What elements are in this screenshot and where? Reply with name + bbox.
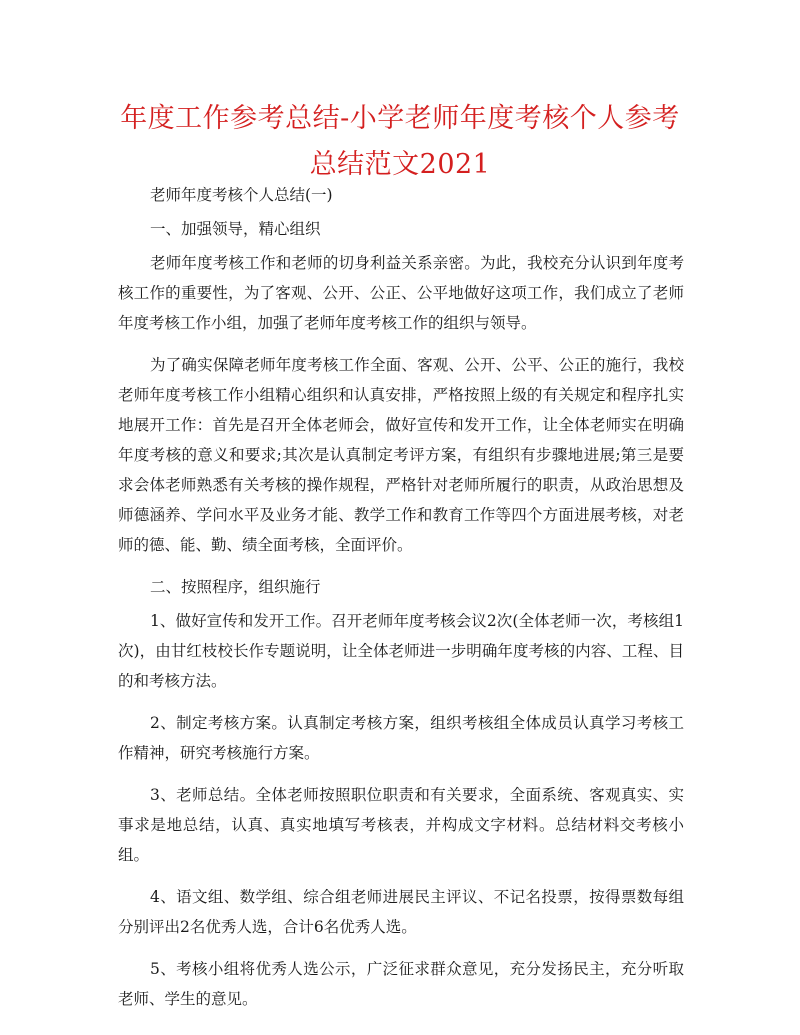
list-item: 1、做好宣传和发开工作。召开老师年度考核会议2次(全体老师一次，考核组1次)，由甘红枝校长作专题说明，让全体老师进一步明确年度考核的内容、工程、目的和考核方法。	[118, 612, 684, 690]
list-item: 2、制定考核方案。认真制定考核方案，组织考核组全体成员认真学习考核工作精神，研究考核施行方案。	[118, 714, 684, 762]
list-item: 3、老师总结。全体老师按照职位职责和有关要求，全面系统、客观真实、实事求是地总结，认真、真实地填写考核表，并构成文字材料。总结材料交考核小组。	[118, 786, 684, 864]
section-subtitle: 老师年度考核个人总结(一)	[150, 186, 333, 204]
document-body	[118, 180, 684, 1026]
paragraph: 老师年度考核工作和老师的切身利益关系亲密。为此，我校充分认识到年度考核工作的重要性，为了客观、公开、公正、公平地做好这项工作，我们成立了老师年度考核工作小组，加强了老师年度考核工作的组织与领导。	[118, 254, 684, 332]
paragraph: 为了确实保障老师年度考核工作全面、客观、公开、公平、公正的施行，我校老师年度考核工作小组精心组织和认真安排，严格按照上级的有关规定和程序扎实地展开工作：首先是召开全体老师会，做好宣传和发开工作，让全体老师实在明确年度考核的意义和要求;其次是认真制定考评方案，有组织有步骤地进展;第三是要求会体老师熟悉有关考核的操作规程，严格针对老师所履行的职责，从政治思想及师德涵养、学问水平及业务才能、教学工作和教育工作等四个方面进展考核，对老师的德、能、勤、绩全面考核，全面评价。	[118, 356, 684, 554]
list-item: 4、语文组、数学组、综合组老师进展民主评议、不记名投票，按得票数每组分别评出2名优秀人选，合计6名优秀人选。	[118, 888, 684, 936]
section-heading-1: 一、加强领导，精心组织	[150, 220, 321, 238]
list-item: 5、考核小组将优秀人选公示，广泛征求群众意见，充分发扬民主，充分听取老师、学生的意见。	[118, 960, 684, 1008]
document-title: 年度工作参考总结-小学老师年度考核个人参考总结范文2021	[120, 103, 680, 180]
section-heading-2: 二、按照程序，组织施行	[150, 578, 321, 596]
